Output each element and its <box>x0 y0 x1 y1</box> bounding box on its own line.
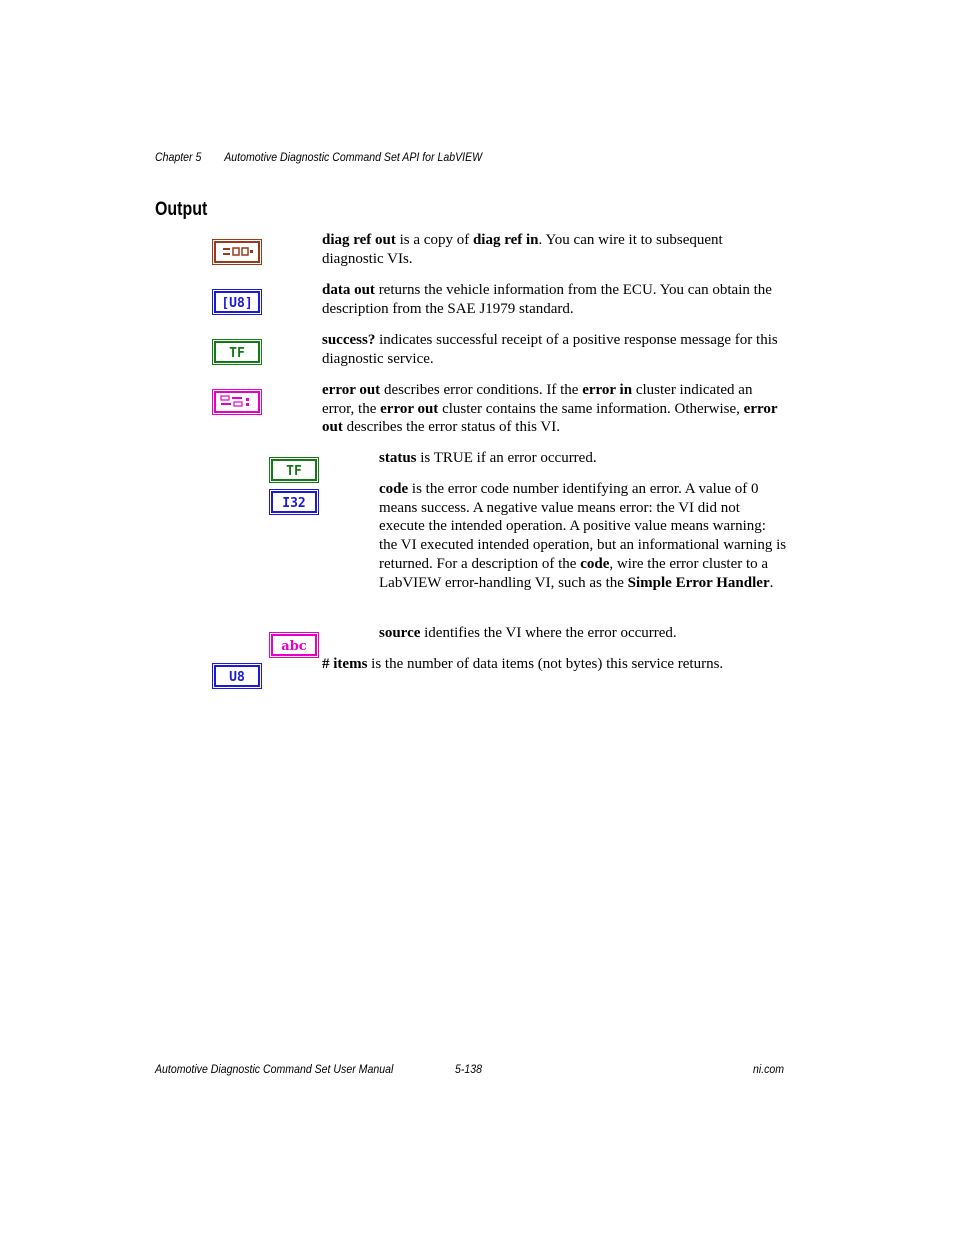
param-name: diag ref out <box>322 232 396 248</box>
section-title: Output <box>155 199 208 220</box>
param-source: source identifies the VI where the error occurred. <box>379 625 677 641</box>
footer-manual-title: Automotive Diagnostic Command Set User Manual <box>155 1062 394 1076</box>
param-status: status is TRUE if an error occurred. <box>379 450 597 466</box>
svg-text:U8: U8 <box>229 670 245 685</box>
boolean-terminal-icon <box>212 339 262 365</box>
status-boolean-icon <box>269 457 319 483</box>
u8-array-terminal-icon <box>212 289 262 315</box>
chapter-title: Automotive Diagnostic Command Set API for LabVIEW <box>224 150 483 164</box>
param-success: success? indicates successful receipt of a positive response message for this diagnostic service. <box>322 332 778 367</box>
running-header <box>155 150 482 164</box>
chapter-label: Chapter 5 <box>155 150 202 164</box>
param-name: status <box>379 450 417 466</box>
param-error-out: error out describes error conditions. If the error in cluster indicated an error, the error out cluster contains the same information. Otherwise, error out describes the error status of this VI. <box>322 382 778 436</box>
code-i32-icon <box>269 489 319 515</box>
items-u8-icon <box>212 663 262 689</box>
param-name: # items <box>322 656 368 672</box>
svg-text:[U8]: [U8] <box>221 296 253 311</box>
param-name: success? <box>322 332 376 348</box>
param-name: data out <box>322 282 375 298</box>
error-cluster-terminal-icon <box>212 389 262 415</box>
param-name: error out <box>322 382 381 398</box>
svg-text:I32: I32 <box>282 496 306 511</box>
footer-page-number: 5-138 <box>455 1062 483 1076</box>
footer-website: ni.com <box>753 1062 785 1076</box>
source-string-icon <box>269 632 319 658</box>
param-diag-ref-out: diag ref out is a copy of diag ref in. You can wire it to subsequent diagnostic VIs. <box>322 232 723 267</box>
param-data-out: data out returns the vehicle information from the ECU. You can obtain the description from the SAE J1979 standard. <box>322 282 772 317</box>
svg-text:TF: TF <box>229 346 245 361</box>
param-name: source <box>379 625 421 641</box>
param-items: # items is the number of data items (not bytes) this service returns. <box>322 656 724 672</box>
param-name: code <box>379 481 409 497</box>
svg-text:TF: TF <box>286 464 302 479</box>
refnum-terminal-icon <box>212 239 262 265</box>
svg-text:abc: abc <box>281 639 307 654</box>
param-code: code is the error code number identifying an error. A value of 0 means success. A negative value means error: the VI did not execute the intended operation. A positive value means warning: the VI executed intended operation, but an informational warning is returned. For a description of the code, wire the error cluster to a LabVIEW error-handling VI, such as the Simple Error Handler. <box>379 481 787 591</box>
